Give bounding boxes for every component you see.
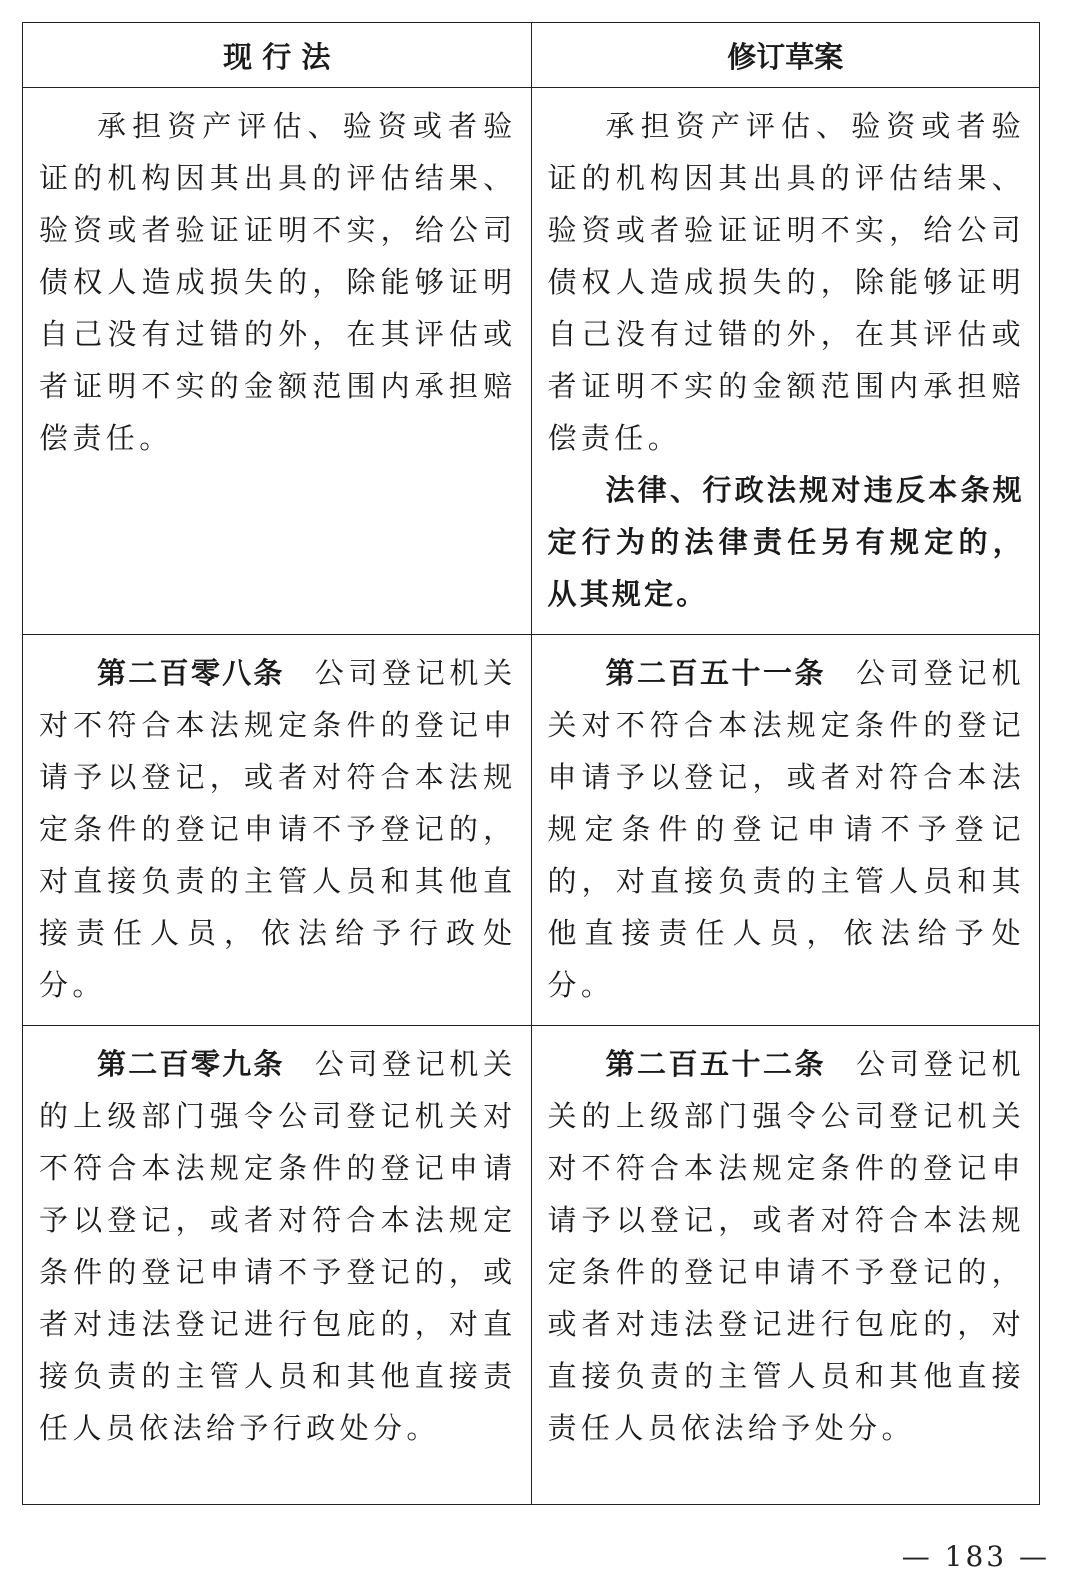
article-number: 第二百五十二条 — [605, 1047, 826, 1081]
table-row — [23, 635, 1040, 1026]
header-row — [23, 23, 1040, 88]
article-text: 公司登记机关对不符合本法规定条件的登记申请予以登记，或者对符合本法规定条件的登记申请不予登记的，对直接负责的主管人员和其他直接责任人员，依法给予行政处分。 — [39, 656, 517, 1002]
page-number: — 183 — — [901, 1540, 1050, 1573]
article-text: 公司登记机关的上级部门强令公司登记机关对不符合本法规定条件的登记申请予以登记，或者对符合本法规定条件的登记申请不予登记的，或者对违法登记进行包庇的，对直接负责的主管人员和其他直接责任人员依法给予行政处分。 — [39, 1047, 517, 1445]
article-text: 公司登记机关的上级部门强令公司登记机关对不符合本法规定条件的登记申请予以登记，或者对符合本法规定条件的登记申请不予登记的，或者对违法登记进行包庇的，对直接负责的主管人员和其他直接责任人员依法给予处分。 — [547, 1047, 1025, 1445]
article-number: 第二百零八条 — [97, 656, 285, 690]
current-law-cell — [23, 88, 532, 635]
article-number: 第二百五十一条 — [605, 656, 826, 690]
table-row — [23, 1026, 1040, 1505]
comparison-table — [22, 22, 1040, 1505]
revised-draft-cell — [531, 635, 1040, 1026]
revised-draft-text: 承担资产评估、验资或者验证的机构因其出具的评估结果、验资或者验证证明不实，给公司债权人造成损失的，除能够证明自己没有过错的外，在其评估或者证明不实的金额范围内承担赔偿责任。 — [547, 109, 1025, 455]
header-current-law: 现 行 法 — [23, 23, 532, 88]
current-law-cell — [23, 635, 532, 1026]
table-row — [23, 88, 1040, 635]
current-law-text: 承担资产评估、验资或者验证的机构因其出具的评估结果、验资或者验证证明不实，给公司债权人造成损失的，除能够证明自己没有过错的外，在其评估或者证明不实的金额范围内承担赔偿责任。 — [39, 109, 517, 455]
revised-draft-cell — [531, 1026, 1040, 1505]
header-revised-draft: 修订草案 — [531, 23, 1040, 88]
revised-draft-added-text: 法律、行政法规对违反本条规定行为的法律责任另有规定的，从其规定。 — [547, 473, 1025, 611]
current-law-cell — [23, 1026, 532, 1505]
revised-draft-cell — [531, 88, 1040, 635]
article-text: 公司登记机关对不符合本法规定条件的登记申请予以登记，或者对符合本法规定条件的登记申请不予登记的，对直接负责的主管人员和其他直接责任人员，依法给予处分。 — [547, 656, 1025, 1002]
article-number: 第二百零九条 — [97, 1047, 285, 1081]
